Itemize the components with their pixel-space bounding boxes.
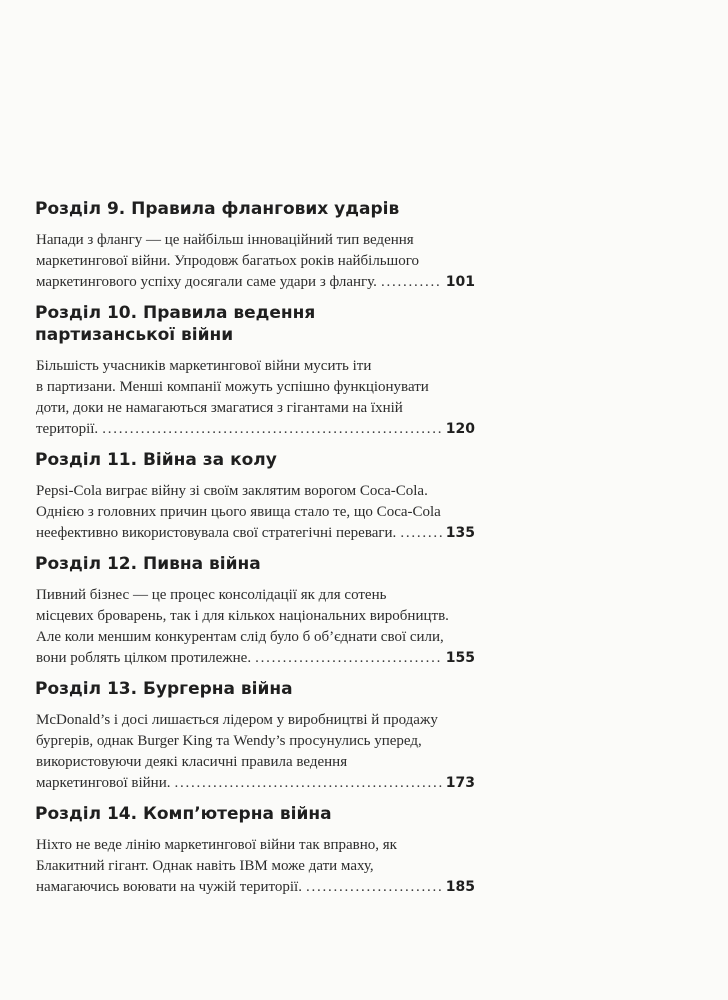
chapter-title bbox=[35, 553, 475, 575]
description-line: Блакитний гігант. Однак навіть IBM може дати маху, bbox=[36, 858, 374, 874]
toc-entry-chapter-10 bbox=[35, 302, 475, 440]
chapter-title-line: Розділ 9. Правила флангових ударів bbox=[35, 199, 400, 219]
chapter-description bbox=[35, 585, 475, 669]
description-line: використовуючи деякі класичні правила ведення bbox=[36, 754, 348, 770]
toc-entry-chapter-11 bbox=[35, 449, 475, 544]
chapter-title bbox=[35, 803, 475, 825]
page-number: 120 bbox=[445, 421, 475, 437]
dot-leader bbox=[175, 773, 442, 794]
chapter-title-line: Розділ 14. Комп’ютерна війна bbox=[35, 804, 332, 824]
description-line: вони роблять цілком протилежне. bbox=[36, 650, 252, 666]
description-line: бургерів, однак Burger King та Wendy’s просунулись уперед, bbox=[36, 733, 422, 749]
page-number: 101 bbox=[445, 274, 475, 290]
chapter-title bbox=[35, 302, 475, 346]
description-line: місцевих броварень, так і для кількох національних виробництв. bbox=[36, 608, 449, 624]
page-number: 185 bbox=[445, 879, 475, 895]
chapter-title-line: Розділ 13. Бургерна війна bbox=[35, 679, 293, 699]
chapter-description bbox=[35, 710, 475, 794]
description-line: Пивний бізнес — це процес консолідації як для сотень bbox=[36, 587, 387, 603]
description-last-line bbox=[36, 272, 475, 293]
description-line: Ніхто не веде лінію маркетингової війни так вправно, як bbox=[36, 837, 397, 853]
description-last-line bbox=[36, 773, 475, 794]
dot-leader bbox=[400, 523, 441, 544]
dot-leader bbox=[306, 877, 442, 898]
dot-leader bbox=[102, 419, 442, 440]
chapter-description bbox=[35, 481, 475, 544]
page-number: 155 bbox=[445, 650, 475, 666]
description-last-line bbox=[36, 877, 475, 898]
description-line: Більшість учасників маркетингової війни мусить іти bbox=[36, 358, 372, 374]
table-of-contents bbox=[35, 198, 475, 907]
description-line: намагаючись воювати на чужій території. bbox=[36, 879, 302, 895]
description-line: Але коли меншим конкурентам слід було б об’єднати свої сили, bbox=[36, 629, 444, 645]
description-last-line bbox=[36, 523, 475, 544]
chapter-description bbox=[35, 230, 475, 293]
dot-leader bbox=[381, 272, 442, 293]
description-line: Напади з флангу — це найбільш інноваційний тип ведення bbox=[36, 232, 414, 248]
chapter-title-line: Розділ 11. Війна за колу bbox=[35, 450, 277, 470]
description-line: маркетингового успіху досягали саме удари з флангу. bbox=[36, 274, 377, 290]
description-line: Однією з головних причин цього явища стало те, що Coca-Cola bbox=[36, 504, 441, 520]
description-line: доти, доки не намагаються змагатися з гігантами на їхній bbox=[36, 400, 403, 416]
page-number: 173 bbox=[445, 775, 475, 791]
chapter-title-line: Розділ 10. Правила ведення bbox=[35, 303, 316, 323]
toc-entry-chapter-14 bbox=[35, 803, 475, 898]
toc-entry-chapter-9 bbox=[35, 198, 475, 293]
description-line: території. bbox=[36, 421, 99, 437]
chapter-description bbox=[35, 835, 475, 898]
description-line: неефективно використовувала свої стратегічні переваги. bbox=[36, 525, 397, 541]
chapter-title-line: Розділ 12. Пивна війна bbox=[35, 554, 261, 574]
dot-leader bbox=[255, 648, 442, 669]
chapter-title bbox=[35, 449, 475, 471]
description-line: McDonald’s і досі лишається лідером у виробництві й продажу bbox=[36, 712, 438, 728]
chapter-description bbox=[35, 356, 475, 440]
chapter-title-line: партизанської війни bbox=[35, 325, 234, 345]
description-line: в партизани. Менші компанії можуть успішно функціонувати bbox=[36, 379, 429, 395]
description-line: маркетингової війни. Упродовж багатьох років найбільшого bbox=[36, 253, 419, 269]
chapter-title bbox=[35, 198, 475, 220]
description-last-line bbox=[36, 648, 475, 669]
toc-entry-chapter-12 bbox=[35, 553, 475, 669]
description-last-line bbox=[36, 419, 475, 440]
description-line: маркетингової війни. bbox=[36, 775, 171, 791]
toc-entry-chapter-13 bbox=[35, 678, 475, 794]
description-line: Pepsi-Cola виграє війну зі своїм заклятим ворогом Coca-Cola. bbox=[36, 483, 428, 499]
page-number: 135 bbox=[445, 525, 475, 541]
chapter-title bbox=[35, 678, 475, 700]
